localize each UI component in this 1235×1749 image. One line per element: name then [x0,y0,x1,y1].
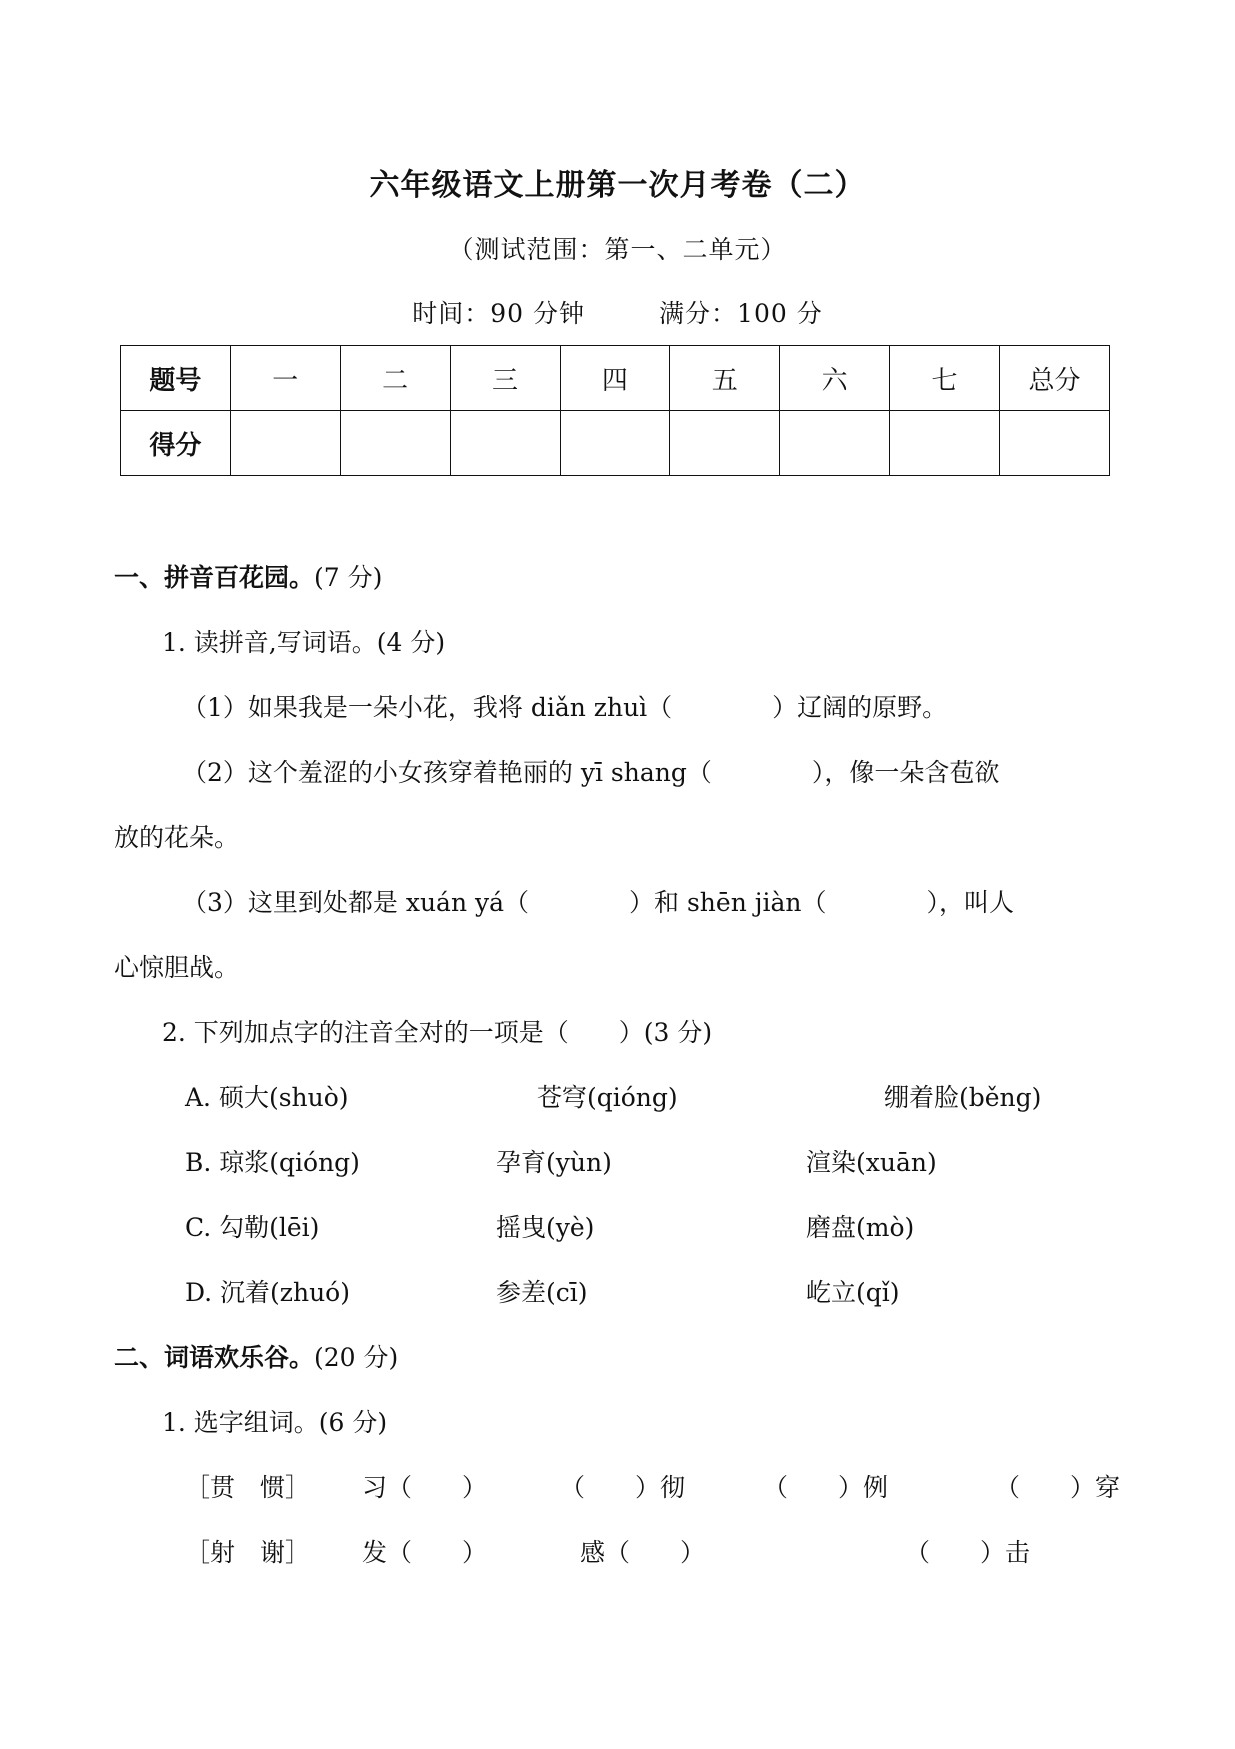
question-1-1-item-3: （3）这里到处都是 xuán yá（ ）和 shēn jiàn（ ），叫人 [182,888,1015,917]
option-b-word-3: 渲染(xuān) [806,1148,937,1177]
option-d-word-3: 屹立(qǐ) [806,1278,900,1307]
score-table-col-7: 七 [890,346,1000,411]
option-d-word-1: D. 沉着(zhuó) [185,1278,350,1307]
score-table [120,345,1110,476]
score-cell [670,411,780,476]
score-table-label-question: 题号 [121,346,231,411]
score-table-col-5: 五 [670,346,780,411]
score-table-header-row [121,346,1110,411]
score-table-col-3: 三 [450,346,560,411]
score-table-col-6: 六 [780,346,890,411]
exam-time: 时间：90 分钟 [412,299,586,328]
blank-gan: 感（ ） [580,1538,706,1567]
test-scope: （测试范围：第一、二单元） [448,235,787,264]
blank-xi: 习（ ） [362,1473,488,1502]
exam-full-score: 满分：100 分 [659,299,823,328]
option-b-word-2: 孕育(yùn) [496,1148,612,1177]
question-1-1-item-2-cont: 放的花朵。 [114,823,240,852]
question-1-2-title: 2. 下列加点字的注音全对的一项是（ ）(3 分) [162,1018,713,1047]
score-table-col-1: 一 [230,346,340,411]
blank-fa: 发（ ） [362,1538,488,1567]
option-b-word-1: B. 琼浆(qióng) [185,1148,360,1177]
option-c-word-1: C. 勾勒(lēi) [185,1213,320,1242]
score-cell [230,411,340,476]
section-2-points: (20 分) [314,1343,399,1372]
section-1-points: (7 分) [314,563,383,592]
question-1-1-item-2: （2）这个羞涩的小女孩穿着艳丽的 yī shang（ ），像一朵含苞欲 [182,758,1000,787]
exam-title: 六年级语文上册第一次月考卷（二） [369,168,866,203]
score-cell [1000,411,1110,476]
blank-ji: （ ）击 [905,1538,1031,1567]
option-d-word-2: 参差(cī) [496,1278,588,1307]
score-table-col-4: 四 [560,346,670,411]
time-and-score-line [0,294,1235,330]
score-cell [340,411,450,476]
question-2-1-title: 1. 选字组词。(6 分) [162,1408,388,1437]
option-c-word-2: 摇曳(yè) [496,1213,595,1242]
score-table-col-total: 总分 [1000,346,1110,411]
section-2-title: 二、词语欢乐谷。 [114,1343,315,1372]
option-a-word-3: 绷着脸(běng) [884,1083,1042,1112]
section-2-heading [114,1338,398,1374]
blank-chuan: （ ）穿 [995,1473,1121,1502]
char-pair-guan: ［贯 惯］ [185,1473,311,1502]
question-1-1-title: 1. 读拼音,写词语。(4 分) [162,628,446,657]
char-pair-she: ［射 谢］ [185,1538,311,1567]
question-1-1-item-1: （1）如果我是一朵小花，我将 diǎn zhuì（ ）辽阔的原野。 [182,693,948,722]
section-1-title: 一、拼音百花园。 [114,563,315,592]
score-table-col-2: 二 [340,346,450,411]
question-1-1-item-3-cont: 心惊胆战。 [114,953,240,982]
score-cell [890,411,1000,476]
score-cell [560,411,670,476]
score-cell [780,411,890,476]
section-1-heading [114,558,382,594]
option-a-word-2: 苍穹(qióng) [537,1083,678,1112]
blank-li: （ ）例 [763,1473,889,1502]
score-table-score-row [121,411,1110,476]
option-a-word-1: A. 硕大(shuò) [185,1083,349,1112]
blank-che: （ ）彻 [560,1473,686,1502]
option-c-word-3: 磨盘(mò) [806,1213,915,1242]
score-cell [450,411,560,476]
score-table-label-score: 得分 [121,411,231,476]
